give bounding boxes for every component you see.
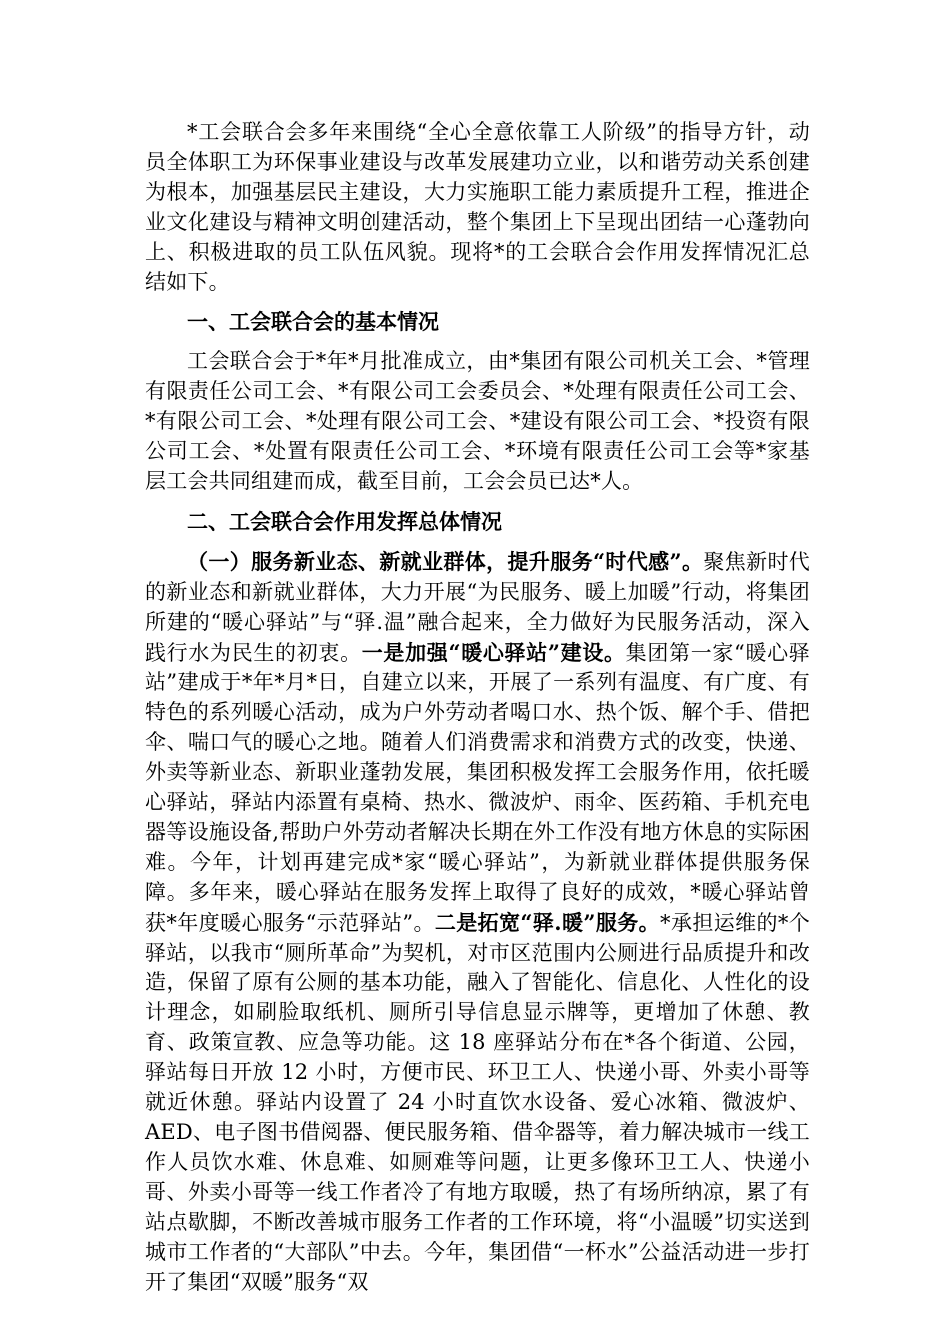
section-2-heading: 二、工会联合会作用发挥总体情况 bbox=[187, 508, 502, 534]
section-2-paragraph bbox=[145, 547, 810, 1298]
section-1-heading: 一、工会联合会的基本情况 bbox=[187, 309, 439, 335]
subsection-1-text: 聚焦新时代的新业态和新就业群体，大力开展“为民服务、暖上加暖”行动，将集团所建的“暖心驿站”与“驿.温”融合起来，全力做好为民服务活动，深入践行水为民生的初衷。 bbox=[145, 549, 811, 665]
point-1-title: 一是加强“暖心驿站”建设。 bbox=[361, 639, 626, 665]
section-1-paragraph: 工会联合会于*年*月批准成立，由*集团有限公司机关工会、*管理有限责任公司工会、*有限公司工会委员会、*处理有限责任公司工会、*有限公司工会、*处理有限公司工会、*建设有限公司工会、*投资有限公司工会、*处置有限责任公司工会、*环境有限责任公司工会等*家基层工会共同组建而成，截至目前，工会会员已达*人。 bbox=[145, 349, 810, 493]
document-page bbox=[145, 118, 810, 1297]
subsection-1-title: （一）服务新业态、新就业群体，提升服务“时代感”。 bbox=[187, 548, 704, 574]
point-2-title: 二是拓宽“驿.暖”服务。 bbox=[434, 909, 661, 935]
intro-paragraph: *工会联合会多年来围绕“全心全意依靠工人阶级”的指导方针，动员全体职工为环保事业建设与改革发展建功立业，以和谐劳动关系创建为根本，加强基层民主建设，大力实施职工能力素质提升工程，推进企业文化建设与精神文明创建活动，整个集团上下呈现出团结一心蓬勃向上、积极进取的员工队伍风貌。现将*的工会联合会作用发挥情况汇总结如下。 bbox=[145, 120, 810, 294]
point-2-text: *承担运维的*个驿站，以我市“厕所革命”为契机，对市区范围内公厕进行品质提升和改造，保留了原有公厕的基本功能，融入了智能化、信息化、人性化的设计理念，如刷脸取纸机、厕所引导信息显示牌等，更增加了休憩、教育、政策宣教、应急等功能。这 18 座驿站分布在*各个街道、公园，驿站每日开放 12 小时，方便市民、环卫工人、快递小哥、外卖小哥等就近休憩。驿站内设置了 24 小时直饮水设备、爱心冰箱、微波炉、AED、电子图书借阅器、便民服务箱、借伞器等，着力解决城市一线工作人员饮水难、休息难、如厕难等问题，让更多像环卫工人、快递小哥、外卖小哥等一线工作者冷了有地方取暖，热了有场所纳凉，累了有站点歇脚，不断改善城市服务工作者的工作环境，将“小温暖”切实送到城市工作者的“大部队”中去。今年，集团借“一杯水”公益活动进一步打开了集团“双暖”服务“双 bbox=[145, 910, 810, 1294]
point-1-text: 集团第一家“暖心驿站”建成于*年*月*日，自建立以来，开展了一系列有温度、有广度、有特色的系列暖心活动，成为户外劳动者喝口水、热个饭、解个手、借把伞、喘口气的暖心之地。随着人们消费需求和消费方式的改变，快递、外卖等新业态、新职业蓬勃发展，集团积极发挥工会服务作用，依托暖心驿站，驿站内添置有桌椅、热水、微波炉、雨伞、医药箱、手机充电器等设施设备,帮助户外劳动者解决长期在外工作没有地方休息的实际困难。今年，计划再建完成*家“暖心驿站”，为新就业群体提供服务保障。多年来，暖心驿站在服务发挥上取得了良好的成效，*暖心驿站曾获*年度暖心服务“示范驿站”。 bbox=[145, 640, 810, 935]
